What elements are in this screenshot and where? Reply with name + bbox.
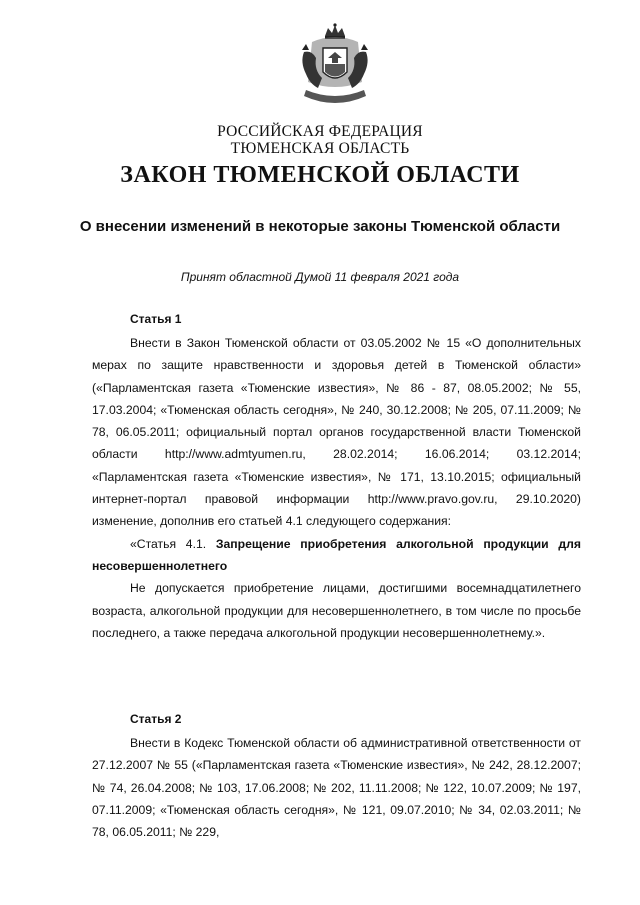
article-2-body	[92, 732, 581, 843]
adoption-note: Принят областной Думой 11 февраля 2021 года	[180, 270, 460, 284]
header-region: ТЮМЕНСКАЯ ОБЛАСТЬ	[230, 140, 410, 157]
article-1-paragraph-3: Не допускается приобретение лицами, достигшими восемнадцатилетнего возраста, алкогольной продукции для несовершеннолетнего, в том числе по просьбе последнего, а также передача алкогольной продукции несовершеннолетнему.».	[92, 581, 581, 640]
article-1-body	[92, 332, 581, 644]
law-subject-title: О внесении изменений в некоторые законы Тюменской области	[79, 218, 561, 235]
document-type-title: ЗАКОН ТЮМЕНСКОЙ ОБЛАСТИ	[120, 162, 520, 188]
article-1-heading: Статья 1	[130, 312, 182, 326]
coat-of-arms-emblem	[292, 22, 378, 112]
article-2-heading: Статья 2	[130, 712, 182, 726]
article-1-paragraph-1: Внести в Закон Тюменской области от 03.05.2002 № 15 «О дополнительных мерах по защите нравственности и здоровья детей в Тюменской области» («Парламентская газета «Тюменские известия», № 86 - 87, 08.05.2002; № 55, 17.03.2004; «Тюменская область сегодня», № 240, 30.12.2008; № 205, 07.11.2009; № 78, 06.05.2011; официальный портал органов государственной власти Тюменской области http://www.admtyumen.ru, 28.02.2014; 16.06.2014; 03.12.2014; «Парламентская газета «Тюменские известия», № 171, 13.10.2015; официальный интернет-портал правовой информации http://www.pravo.gov.ru, 29.10.2020) изменение, дополнив его статьей 4.1 следующего содержания:	[92, 336, 581, 529]
inserted-article-title: Запрещение приобретения алкогольной продукции для несовершеннолетнего	[92, 536, 581, 573]
inserted-article-number: «Статья 4.1.	[130, 536, 216, 551]
article-1-paragraph-2	[92, 533, 581, 578]
header-country: РОССИЙСКАЯ ФЕДЕРАЦИЯ	[217, 123, 423, 140]
article-2-paragraph-1: Внести в Кодекс Тюменской области об административной ответственности от 27.12.2007 № 55 («Парламентская газета «Тюменские известия», № 242, 28.12.2007; № 74, 26.04.2008; № 103, 17.06.2008; № 202, 11.11.2008; № 122, 10.07.2009; № 197, 07.11.2009; «Тюменская область сегодня», № 121, 09.07.2010; № 34, 02.03.2011; № 78, 06.05.2011; № 229,	[92, 736, 581, 840]
